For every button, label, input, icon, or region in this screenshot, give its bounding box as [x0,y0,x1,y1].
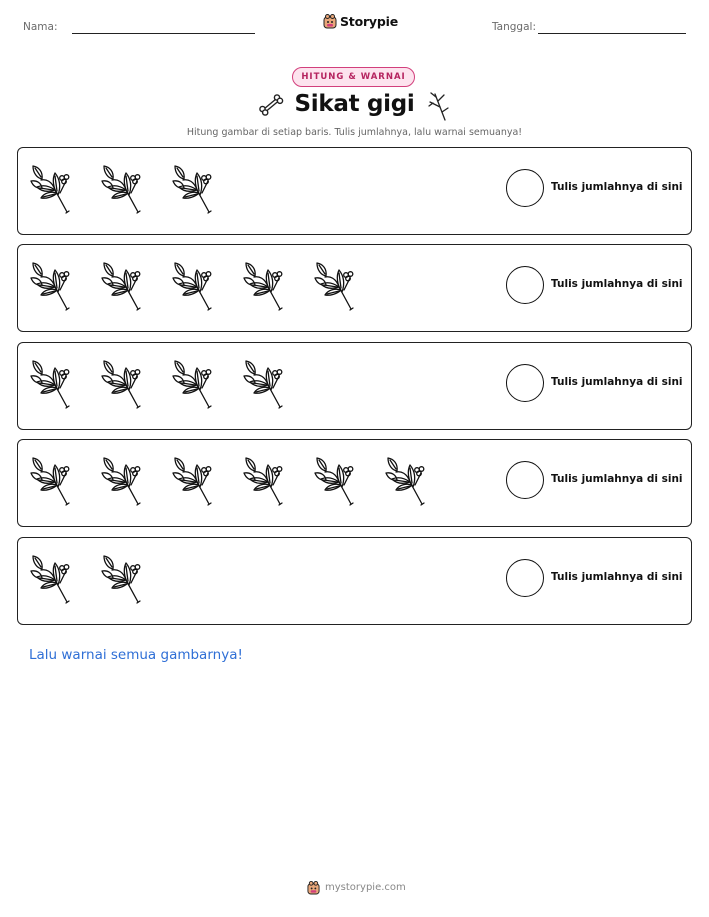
answer-prompt: Tulis jumlahnya di sini [551,181,683,193]
bare-twig-icon [426,90,450,122]
instructions: Hitung gambar di setiap baris. Tulis jumlahnya, lalu warnai semuanya! [186,127,523,138]
brand-name: Storypie [340,13,398,29]
date-label: Tanggal: [492,21,536,33]
answer-circle[interactable] [506,266,544,304]
plant-group [28,254,356,312]
storypie-logo-icon [323,13,337,29]
twig-with-leaves-icon [28,254,72,312]
answer-circle[interactable] [506,169,544,207]
answer-prompt: Tulis jumlahnya di sini [551,278,683,290]
plant-group [28,449,427,507]
name-label: Nama: [23,21,58,33]
plant-group [28,547,143,605]
answer-prompt: Tulis jumlahnya di sini [551,473,683,485]
count-row-3 [17,342,692,430]
twig-with-leaves-icon [99,352,143,410]
twig-with-leaves-icon [170,449,214,507]
twig-with-leaves-icon [170,157,214,215]
twig-with-leaves-icon [99,254,143,312]
twig-with-leaves-icon [28,157,72,215]
answer-circle[interactable] [506,559,544,597]
twig-with-leaves-icon [28,352,72,410]
twig-with-leaves-icon [28,449,72,507]
page-title: Sikat gigi [294,91,415,117]
name-line[interactable] [72,33,255,34]
site-url[interactable]: mystorypie.com [325,882,406,893]
twig-with-leaves-icon [383,449,427,507]
date-line[interactable] [538,33,686,34]
count-row-1 [17,147,692,235]
count-row-5 [17,537,692,625]
answer-prompt: Tulis jumlahnya di sini [551,376,683,388]
twig-with-leaves-icon [312,449,356,507]
twig-with-leaves-icon [170,352,214,410]
answer-prompt: Tulis jumlahnya di sini [551,571,683,583]
answer-circle[interactable] [506,461,544,499]
twig-with-leaves-icon [241,254,285,312]
activity-badge: HITUNG & WARNAI [292,67,415,87]
twig-with-leaves-icon [99,547,143,605]
twig-with-leaves-icon [99,157,143,215]
twig-with-leaves-icon [28,547,72,605]
count-row-4 [17,439,692,527]
count-row-2 [17,244,692,332]
twig-with-leaves-icon [170,254,214,312]
site-footer [307,880,406,895]
storypie-logo-icon [307,880,320,895]
twig-with-leaves-icon [312,254,356,312]
twig-with-leaves-icon [241,449,285,507]
brand-logo [323,13,398,29]
plant-group [28,157,214,215]
twig-with-leaves-icon [241,352,285,410]
plant-group [28,352,285,410]
coloring-note: Lalu warnai semua gambarnya! [29,647,243,663]
twig-with-leaves-icon [99,449,143,507]
answer-circle[interactable] [506,364,544,402]
